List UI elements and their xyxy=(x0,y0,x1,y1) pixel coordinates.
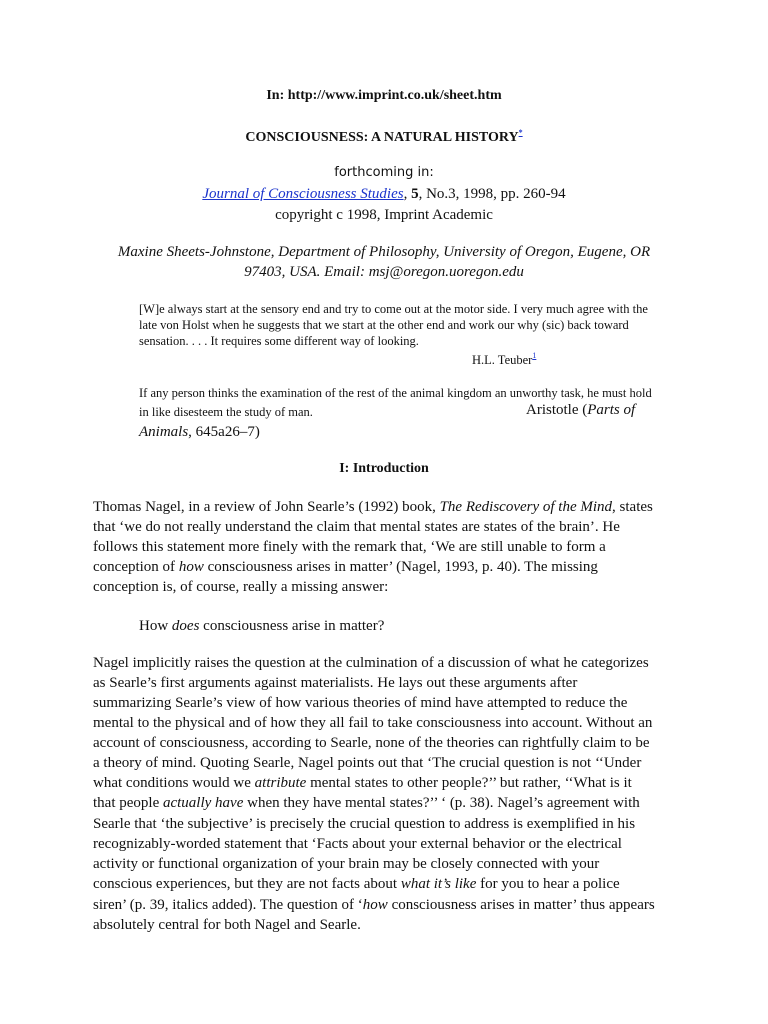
text-run: consciousness arise in matter? xyxy=(199,618,385,634)
para2-line: as Searle’s first arguments against materialists. He lays out these arguments after xyxy=(93,675,578,691)
para2-line: summarizing Searle’s view of how various theories of mind have attempted to reduce the xyxy=(93,695,628,711)
epigraph1-attribution xyxy=(472,351,536,368)
text-run: when they have mental states?’’ ‘ (p. 38). Nagel’s agreement with xyxy=(243,795,640,811)
text-run: mental states to other people?’’ but rather, ‘‘What is it xyxy=(306,775,632,791)
para2-line: mental to the physical and of how they all fail to take consciousness into account. Without an xyxy=(93,715,653,731)
section-heading-text: I: Introduction xyxy=(339,461,429,476)
aristotle-attribution xyxy=(526,402,635,419)
emphasis: actually have xyxy=(162,795,244,811)
author-line1-text: Maxine Sheets-Johnstone, Department of Philosophy, University of Oregon, Eugene, OR xyxy=(117,244,651,260)
para1-line xyxy=(93,559,598,576)
para2-line: absolutely central for both Nagel and Searle. xyxy=(93,917,361,933)
epigraph2-line2: in like disesteem the study of man. xyxy=(139,405,313,419)
emphasis: how xyxy=(178,559,204,575)
epigraph1-line: sensation. . . . It requires some different way of looking. xyxy=(139,334,419,348)
journal-comma: , xyxy=(403,186,412,202)
aristotle-work-part2: Animals xyxy=(139,424,189,440)
paper-title xyxy=(0,128,768,146)
block-question xyxy=(139,618,384,635)
text-run: for you to hear a police xyxy=(476,876,620,892)
title-text: CONSCIOUSNESS: A NATURAL HISTORY xyxy=(245,130,519,145)
epigraph2-line1: If any person thinks the examination of the rest of the animal kingdom an unworthy task, he must hold xyxy=(139,386,652,400)
para2-line: account of consciousness, according to Searle, none of the theories can rightfully claim to be xyxy=(93,735,650,751)
journal-line xyxy=(0,186,768,203)
para2-line xyxy=(93,876,620,893)
text-run: , states xyxy=(612,499,653,515)
para2-line xyxy=(93,795,640,812)
copyright-text: copyright c 1998, Imprint Academic xyxy=(275,207,493,223)
epigraph1-line: [W]e always start at the sensory end and try to come out at the motor side. I very much agree with the xyxy=(139,302,648,316)
emphasis: does xyxy=(171,618,200,634)
epigraph1-line: late von Holst when he suggests that we start at the other end and work our why (sic) back toward xyxy=(139,318,629,332)
para2-line: a theory of mind. Quoting Searle, Nagel points out that ‘The crucial question is not ‘‘Under xyxy=(93,755,642,771)
text-run: Thomas Nagel, in a review of John Searle’s (1992) book, xyxy=(93,499,440,515)
text-run: consciousness arises in matter’ thus appears xyxy=(387,897,655,913)
aristotle-prefix: Aristotle ( xyxy=(526,402,588,418)
journal-link[interactable]: Journal of Consciousness Studies xyxy=(202,186,404,202)
author-affiliation-line2 xyxy=(0,264,768,281)
forthcoming-text: forthcoming in: xyxy=(334,165,434,180)
para2-line: Nagel implicitly raises the question at the culmination of a discussion of what he categorizes xyxy=(93,655,649,671)
para1-line: follows this statement more finely with the remark that, ‘We are still unable to form a xyxy=(93,539,606,555)
para2-line xyxy=(93,775,632,792)
para2-line: recognizably-worded statement that ‘Facts about your external behavior or the electrical xyxy=(93,836,622,852)
aristotle-citation: , 645a26–7) xyxy=(188,424,260,440)
source-url xyxy=(0,88,768,104)
para1-line: that ‘we do not really understand the claim that mental states are states of the brain’. He xyxy=(93,519,620,535)
teuber-footnote-link[interactable]: 1 xyxy=(532,351,537,360)
text-run: conception of xyxy=(93,559,179,575)
emphasis: attribute xyxy=(254,775,307,791)
aristotle-work-part1: Parts of xyxy=(587,402,636,418)
book-title: The Rediscovery of the Mind xyxy=(439,499,613,515)
section-heading xyxy=(0,461,768,477)
source-label: In: http://www.imprint.co.uk/sheet.htm xyxy=(266,88,502,103)
para2-line: Searle that ‘the subjective’ is precisely the crucial question to address is exemplified in his xyxy=(93,816,636,832)
author-line2-text: 97403, USA. Email: msj@oregon.uoregon.edu xyxy=(244,264,524,280)
text-run: what conditions would we xyxy=(93,775,255,791)
para1-line xyxy=(93,499,653,516)
forthcoming-label xyxy=(0,165,768,180)
text-run: siren’ (p. 39, italics added). The question of ‘ xyxy=(93,897,363,913)
text-run: that people xyxy=(93,795,163,811)
text-run: How xyxy=(139,618,172,634)
epigraph2-line3 xyxy=(139,424,260,441)
title-footnote-link[interactable]: * xyxy=(518,128,523,137)
emphasis: what it’s like xyxy=(400,876,477,892)
emphasis: how xyxy=(362,897,388,913)
text-run: conscious experiences, but they are not facts about xyxy=(93,876,401,892)
text-run: consciousness arises in matter’ (Nagel, 1993, p. 40). The missing xyxy=(203,559,598,575)
para1-line: conception is, of course, really a missing answer: xyxy=(93,579,389,595)
para2-line: activity or functional organization of your brain may be closely connected with your xyxy=(93,856,600,872)
para2-line xyxy=(93,897,655,914)
journal-details: , No.3, 1998, pp. 260-94 xyxy=(418,186,566,202)
copyright-line xyxy=(0,207,768,224)
teuber-name: H.L. Teuber xyxy=(472,353,533,367)
author-affiliation-line1 xyxy=(0,244,768,261)
journal-volume: 5 xyxy=(411,186,419,202)
